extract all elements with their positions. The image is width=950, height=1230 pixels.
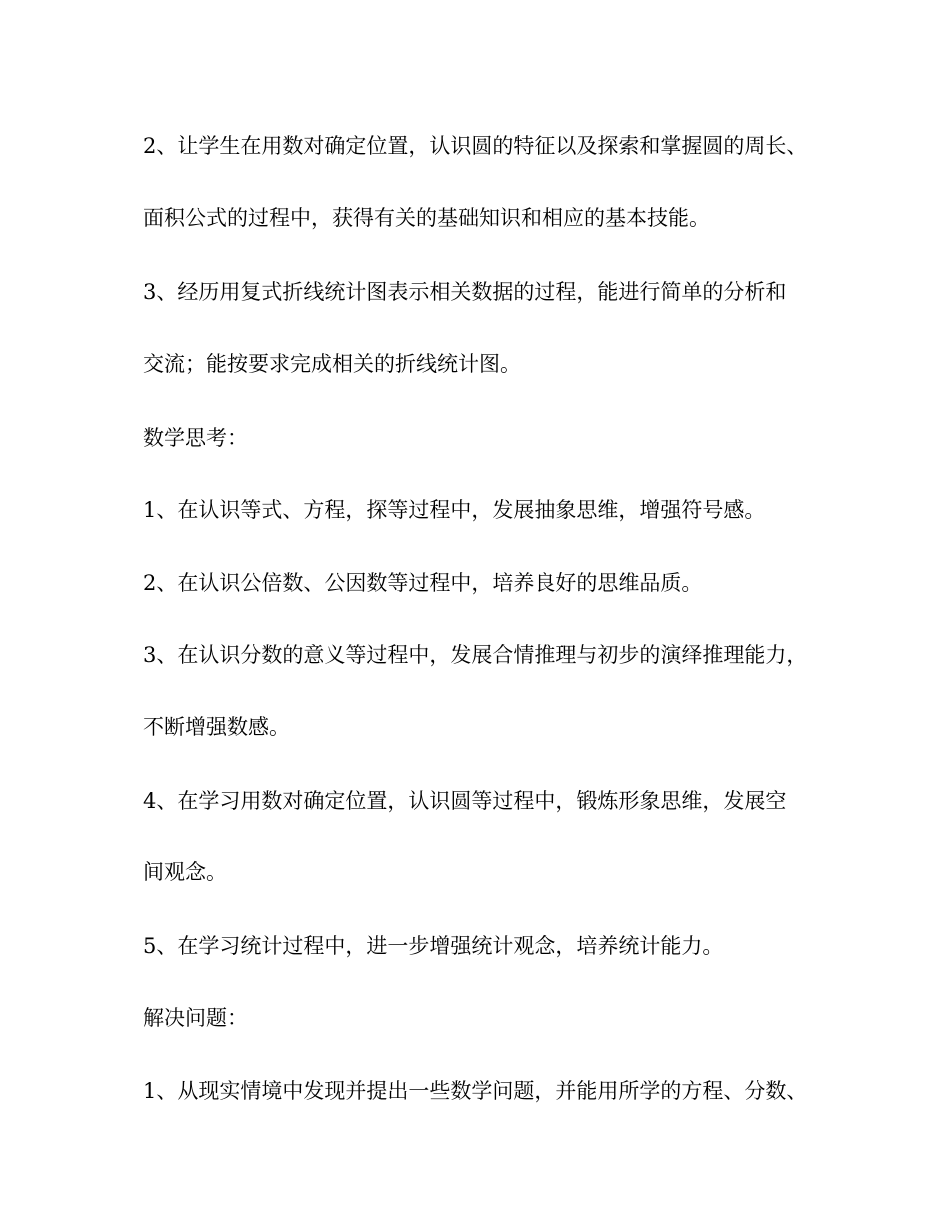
text-line-2: 面积公式的过程中，获得有关的基础知识和相应的基本技能。	[143, 206, 710, 230]
text-line-11: 间观念。	[143, 860, 227, 884]
text-line-9: 不断增强数感。	[143, 715, 290, 739]
text-line-12: 5、在学习统计过程中，进一步增强统计观念，培养统计能力。	[143, 934, 724, 958]
text-line-6: 1、在认识等式、方程，探等过程中，发展抽象思维，增强符号感。	[143, 498, 766, 522]
text-line-8: 3、在认识分数的意义等过程中，发展合情推理与初步的演绎推理能力，	[143, 643, 808, 667]
text-line-4: 交流；能按要求完成相关的折线统计图。	[143, 352, 521, 376]
text-line-10: 4、在学习用数对确定位置，认识圆等过程中，锻炼形象思维，发展空	[143, 789, 787, 813]
text-line-14: 1、从现实情境中发现并提出一些数学问题，并能用所学的方程、分数、	[143, 1079, 808, 1103]
text-line-7: 2、在认识公倍数、公因数等过程中，培养良好的思维品质。	[143, 571, 703, 595]
section-heading-problem-solving: 解决问题：	[143, 1006, 248, 1030]
section-heading-math-thinking: 数学思考：	[143, 426, 248, 450]
text-line-1: 2、让学生在用数对确定位置，认识圆的特征以及探索和掌握圆的周长、	[143, 134, 808, 158]
text-line-3: 3、经历用复式折线统计图表示相关数据的过程，能进行简单的分析和	[143, 280, 787, 304]
